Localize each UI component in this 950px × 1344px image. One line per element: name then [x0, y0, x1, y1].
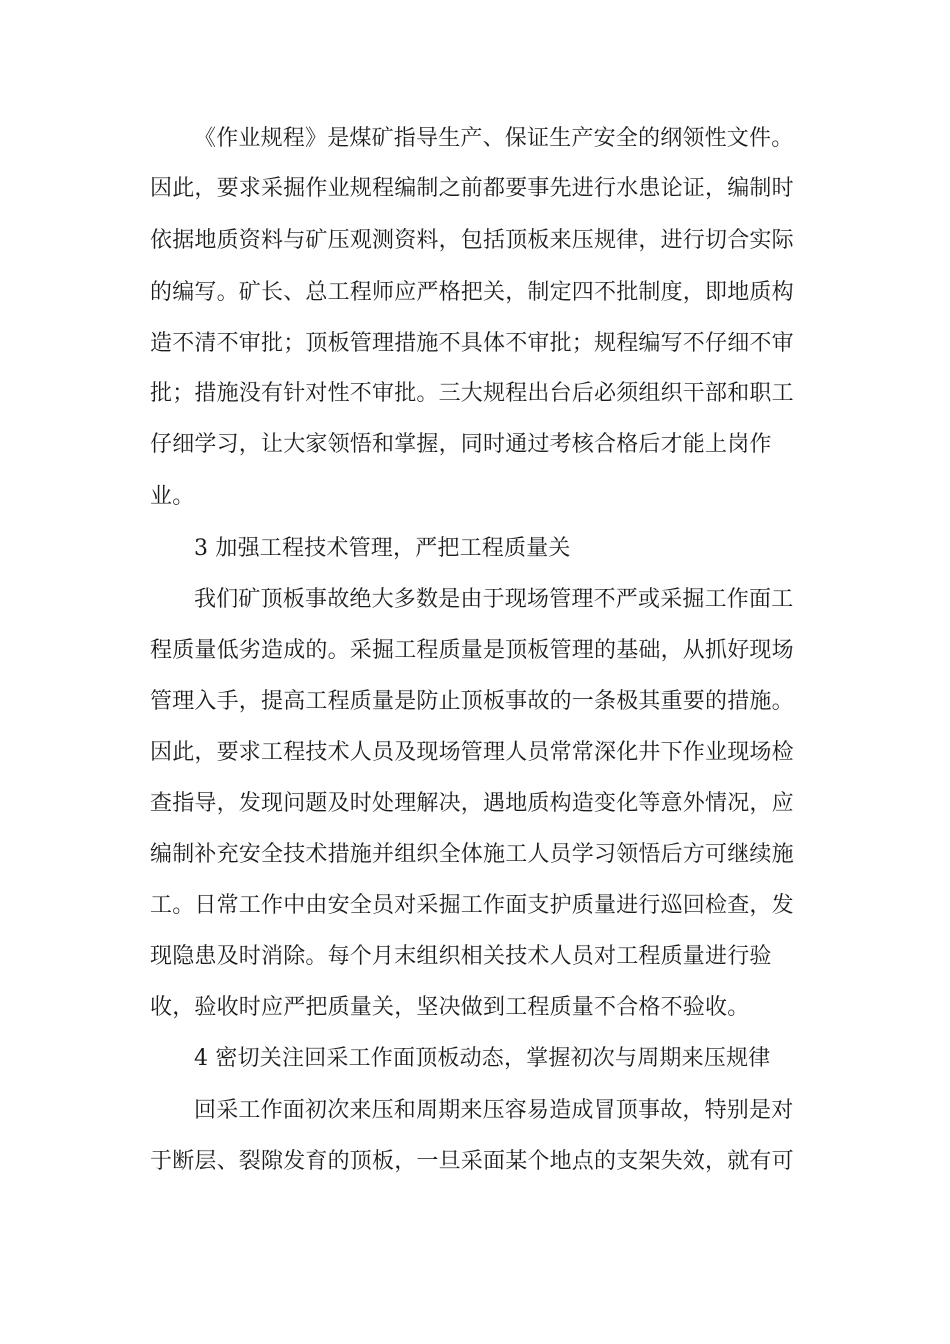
- paragraph-line: 业。: [150, 484, 195, 509]
- paragraph-line: 《作业规程》是煤矿指导生产、保证生产安全的纲领性文件。: [194, 126, 794, 151]
- paragraph-line: 批；措施没有针对性不审批。三大规程出台后必须组织干部和职工: [150, 381, 794, 406]
- paragraph-line: 查指导，发现问题及时处理解决，遇地质构造变化等意外情况，应: [150, 791, 794, 816]
- paragraph-line: 程质量低劣造成的。采掘工程质量是顶板管理的基础，从抓好现场: [150, 638, 794, 663]
- paragraph-line: 现隐患及时消除。每个月末组织相关技术人员对工程质量进行验: [150, 944, 772, 969]
- paragraph-line: 收，验收时应严把质量关，坚决做到工程质量不合格不验收。: [150, 995, 750, 1020]
- paragraph-line: 于断层、裂隙发育的顶板，一旦采面某个地点的支架失效，就有可: [150, 1149, 794, 1174]
- paragraph-line: 工。日常工作中由安全员对采掘工作面支护质量进行巡回检查，发: [150, 893, 794, 918]
- paragraph-line: 编制补充安全技术措施并组织全体施工人员学习领悟后方可继续施: [150, 842, 794, 867]
- paragraph-line: 回采工作面初次来压和周期来压容易造成冒顶事故，特别是对: [194, 1098, 794, 1123]
- paragraph-line: 依据地质资料与矿压观测资料，包括顶板来压规律，进行切合实际: [150, 228, 794, 253]
- paragraph-line: 管理入手，提高工程质量是防止顶板事故的一条极其重要的措施。: [150, 689, 794, 714]
- section-heading: 3 加强工程技术管理，严把工程质量关: [194, 536, 571, 561]
- paragraph-line: 因此，要求工程技术人员及现场管理人员常常深化井下作业现场检: [150, 740, 794, 765]
- paragraph-line: 仔细学习，让大家领悟和掌握，同时通过考核合格后才能上岗作: [150, 432, 772, 457]
- section-heading: 4 密切关注回采工作面顶板动态，掌握初次与周期来压规律: [194, 1046, 771, 1071]
- paragraph-line: 的编写。矿长、总工程师应严格把关，制定四不批制度，即地质构: [150, 280, 794, 305]
- paragraph-line: 造不清不审批；顶板管理措施不具体不审批；规程编写不仔细不审: [150, 331, 794, 356]
- paragraph-line: 我们矿顶板事故绝大多数是由于现场管理不严或采掘工作面工: [194, 587, 794, 612]
- paragraph-line: 因此，要求采掘作业规程编制之前都要事先进行水患论证，编制时: [150, 176, 794, 201]
